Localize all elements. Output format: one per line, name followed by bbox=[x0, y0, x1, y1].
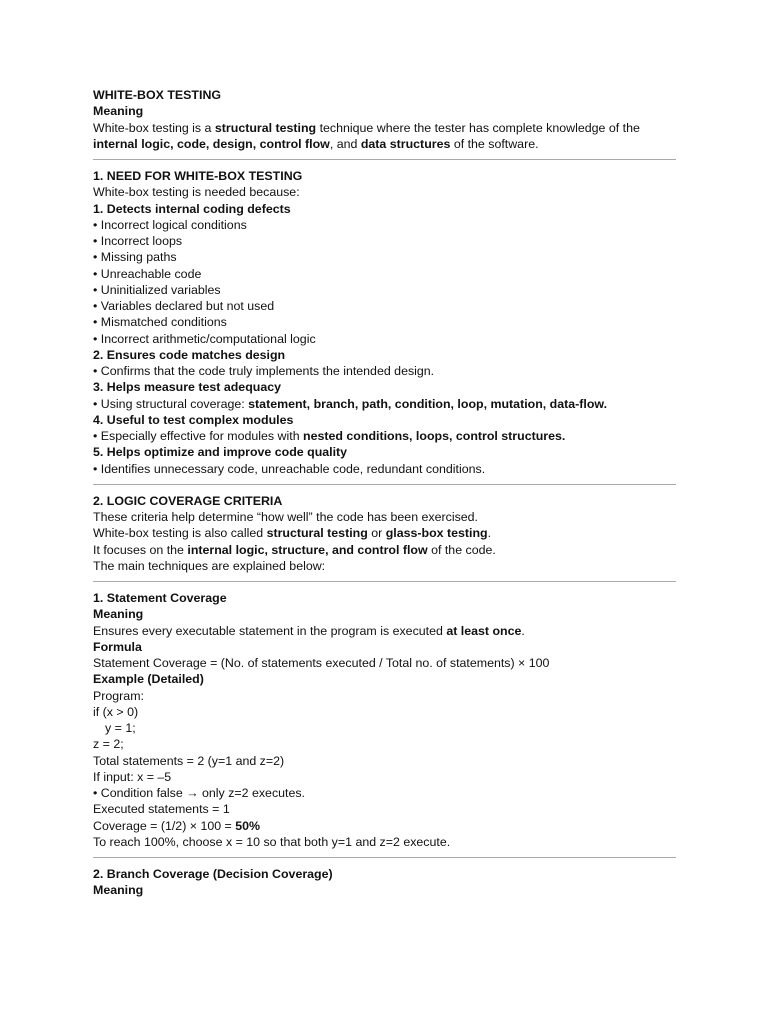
list-item: • Variables declared but not used bbox=[93, 299, 275, 313]
code-line: y = 1; bbox=[105, 721, 136, 735]
bold-run: glass-box testing bbox=[385, 526, 488, 541]
bold-run: data structures bbox=[360, 136, 451, 151]
bold-run: nested conditions, loops, control structures. bbox=[303, 429, 566, 443]
definition-line-2 bbox=[93, 136, 676, 152]
document-content bbox=[93, 87, 676, 899]
text-run: technique where the tester has complete knowledge of the bbox=[316, 120, 640, 135]
need-subheading-5: 5. Helps optimize and improve code quality bbox=[93, 445, 348, 460]
statement-heading: 1. Statement Coverage bbox=[93, 591, 227, 605]
list-item: • Incorrect loops bbox=[93, 234, 183, 248]
text-run: or bbox=[367, 526, 386, 541]
section-divider bbox=[93, 484, 676, 485]
statement-meaning bbox=[93, 623, 676, 639]
text-run: Ensures every executable statement in the program is executed bbox=[93, 623, 447, 638]
condition-line: • Condition false → only z=2 executes. bbox=[93, 786, 305, 800]
meaning-heading: Meaning bbox=[93, 104, 144, 119]
formula-text: Statement Coverage = (No. of statements executed / Total no. of statements) × 100 bbox=[93, 656, 550, 670]
list-item: • Confirms that the code truly implements the intended design. bbox=[93, 364, 435, 378]
example-label: Example (Detailed) bbox=[93, 672, 204, 687]
document-title: WHITE-BOX TESTING bbox=[93, 88, 222, 102]
need-subheading-4: 4. Useful to test complex modules bbox=[93, 412, 294, 427]
branch-heading: 2. Branch Coverage (Decision Coverage) bbox=[93, 867, 333, 881]
logic-line-1: These criteria help determine “how well” the code has been exercised. bbox=[93, 510, 478, 524]
text-run: . bbox=[521, 623, 525, 638]
bold-run: 50% bbox=[235, 818, 261, 833]
formula-label: Formula bbox=[93, 639, 142, 654]
list-item: • Missing paths bbox=[93, 250, 177, 265]
text-run: • Using structural coverage: bbox=[93, 396, 249, 411]
code-line: z = 2; bbox=[93, 737, 124, 752]
section-divider bbox=[93, 857, 676, 858]
reach-line: To reach 100%, choose x = 10 so that both y=1 and z=2 execute. bbox=[93, 834, 451, 849]
bold-run: internal logic, structure, and control flow bbox=[187, 542, 428, 557]
text-run: of the code. bbox=[427, 542, 496, 557]
bold-run: structural testing bbox=[266, 526, 368, 541]
text-run: of the software. bbox=[450, 136, 539, 151]
program-label: Program: bbox=[93, 688, 144, 703]
code-line: if (x > 0) bbox=[93, 704, 139, 719]
list-item: • Incorrect arithmetic/computational logic bbox=[93, 331, 316, 346]
list-item: • Identifies unnecessary code, unreachable code, redundant conditions. bbox=[93, 461, 486, 476]
definition-line-1 bbox=[93, 120, 676, 136]
section-divider bbox=[93, 159, 676, 160]
list-item: • Incorrect logical conditions bbox=[93, 217, 247, 232]
list-item: • Uninitialized variables bbox=[93, 282, 221, 297]
total-statements: Total statements = 2 (y=1 and z=2) bbox=[93, 753, 285, 768]
text-run: It focuses on the bbox=[93, 542, 188, 557]
bold-run: at least once bbox=[446, 623, 522, 638]
logic-line-3 bbox=[93, 542, 676, 558]
statement-meaning-label: Meaning bbox=[93, 607, 144, 622]
list-item: • Unreachable code bbox=[93, 266, 202, 281]
need-subheading-2: 2. Ensures code matches design bbox=[93, 347, 286, 362]
coverage-line bbox=[93, 818, 676, 834]
list-item bbox=[93, 396, 676, 412]
section-divider bbox=[93, 581, 676, 582]
logic-line-2 bbox=[93, 525, 676, 541]
text-run: Coverage = (1/2) × 100 = bbox=[93, 818, 236, 833]
need-lead: White-box testing is needed because: bbox=[93, 185, 300, 200]
text-run: . bbox=[487, 526, 492, 541]
bold-run: structural testing bbox=[214, 120, 317, 135]
input-line: If input: x = –5 bbox=[93, 769, 172, 784]
text-run: , and bbox=[329, 136, 361, 151]
executed-line: Executed statements = 1 bbox=[93, 802, 230, 817]
list-item bbox=[93, 428, 676, 444]
logic-heading: 2. LOGIC COVERAGE CRITERIA bbox=[93, 493, 283, 508]
need-subheading-3: 3. Helps measure test adequacy bbox=[93, 380, 282, 395]
bold-run: internal logic, code, design, control flow bbox=[93, 136, 330, 151]
text-run: White-box testing is a bbox=[93, 120, 215, 135]
branch-meaning-label: Meaning bbox=[93, 883, 144, 898]
logic-line-4: The main techniques are explained below: bbox=[93, 558, 326, 573]
need-heading: 1. NEED FOR WHITE-BOX TESTING bbox=[93, 169, 303, 183]
list-item: • Mismatched conditions bbox=[93, 315, 227, 330]
need-subheading-1: 1. Detects internal coding defects bbox=[93, 201, 291, 216]
text-run: • Especially effective for modules with bbox=[93, 429, 304, 443]
bold-run: statement, branch, path, condition, loop, mutation, data-flow. bbox=[248, 396, 608, 411]
text-run: White-box testing is also called bbox=[93, 526, 267, 541]
